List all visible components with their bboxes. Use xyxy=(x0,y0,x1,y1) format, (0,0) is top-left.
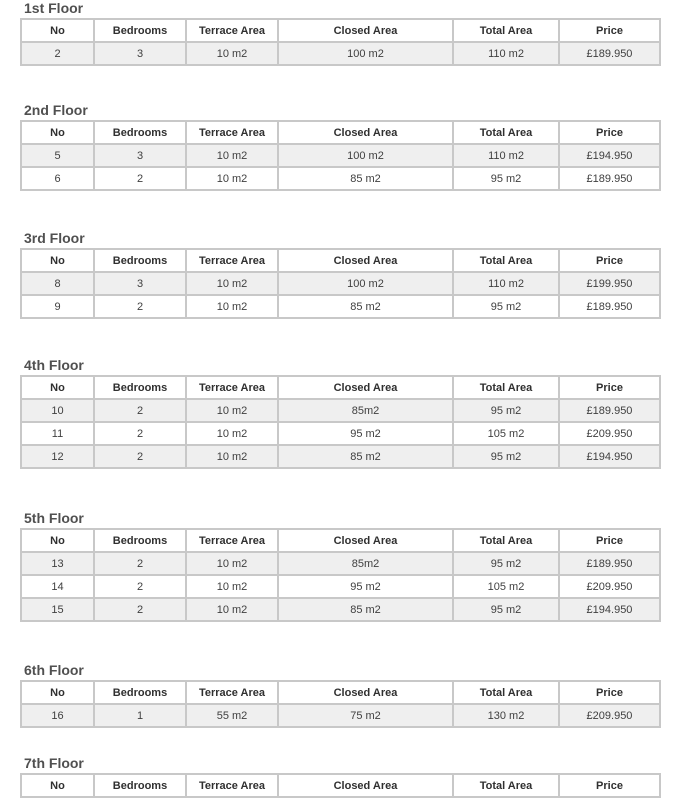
column-header-closed-area: Closed Area xyxy=(278,774,453,797)
cell-closed-area: 95 m2 xyxy=(278,422,453,445)
column-header-price: Price xyxy=(559,529,660,552)
column-header-total-area: Total Area xyxy=(453,681,559,704)
cell-bedrooms: 2 xyxy=(94,445,186,468)
cell-closed-area: 85m2 xyxy=(278,399,453,422)
cell-closed-area: 85 m2 xyxy=(278,598,453,621)
floor-title: 3rd Floor xyxy=(24,230,85,246)
column-header-no: No xyxy=(21,774,94,797)
cell-no: 14 xyxy=(21,575,94,598)
column-header-no: No xyxy=(21,529,94,552)
table-row xyxy=(21,552,660,575)
column-header-closed-area: Closed Area xyxy=(278,376,453,399)
cell-price: £189.950 xyxy=(559,167,660,190)
floor-table xyxy=(20,773,661,798)
column-header-terrace-area: Terrace Area xyxy=(186,681,278,704)
cell-bedrooms: 3 xyxy=(94,272,186,295)
cell-price: £189.950 xyxy=(559,399,660,422)
cell-terrace-area: 10 m2 xyxy=(186,598,278,621)
cell-price: £194.950 xyxy=(559,144,660,167)
cell-total-area: 95 m2 xyxy=(453,598,559,621)
column-header-price: Price xyxy=(559,121,660,144)
cell-closed-area: 85 m2 xyxy=(278,445,453,468)
floor-title: 7th Floor xyxy=(24,755,84,771)
header-row xyxy=(21,19,660,42)
column-header-terrace-area: Terrace Area xyxy=(186,376,278,399)
cell-price: £189.950 xyxy=(559,295,660,318)
column-header-no: No xyxy=(21,376,94,399)
table-row xyxy=(21,598,660,621)
floor-title: 4th Floor xyxy=(24,357,84,373)
cell-total-area: 110 m2 xyxy=(453,42,559,65)
cell-no: 9 xyxy=(21,295,94,318)
table-row xyxy=(21,399,660,422)
column-header-no: No xyxy=(21,249,94,272)
cell-terrace-area: 10 m2 xyxy=(186,42,278,65)
cell-terrace-area: 10 m2 xyxy=(186,295,278,318)
floor-table xyxy=(20,18,661,66)
cell-total-area: 95 m2 xyxy=(453,445,559,468)
table-row xyxy=(21,167,660,190)
floor-title: 5th Floor xyxy=(24,510,84,526)
cell-total-area: 130 m2 xyxy=(453,704,559,727)
cell-total-area: 105 m2 xyxy=(453,422,559,445)
column-header-no: No xyxy=(21,121,94,144)
column-header-closed-area: Closed Area xyxy=(278,529,453,552)
cell-closed-area: 100 m2 xyxy=(278,144,453,167)
table-row xyxy=(21,575,660,598)
cell-terrace-area: 55 m2 xyxy=(186,704,278,727)
column-header-terrace-area: Terrace Area xyxy=(186,121,278,144)
column-header-closed-area: Closed Area xyxy=(278,249,453,272)
cell-total-area: 110 m2 xyxy=(453,144,559,167)
table-row xyxy=(21,445,660,468)
column-header-closed-area: Closed Area xyxy=(278,681,453,704)
column-header-terrace-area: Terrace Area xyxy=(186,774,278,797)
column-header-price: Price xyxy=(559,19,660,42)
column-header-total-area: Total Area xyxy=(453,249,559,272)
cell-total-area: 110 m2 xyxy=(453,272,559,295)
cell-bedrooms: 2 xyxy=(94,295,186,318)
cell-price: £194.950 xyxy=(559,598,660,621)
cell-terrace-area: 10 m2 xyxy=(186,272,278,295)
column-header-terrace-area: Terrace Area xyxy=(186,249,278,272)
cell-closed-area: 100 m2 xyxy=(278,42,453,65)
cell-total-area: 95 m2 xyxy=(453,552,559,575)
header-row xyxy=(21,774,660,797)
cell-no: 10 xyxy=(21,399,94,422)
cell-bedrooms: 3 xyxy=(94,42,186,65)
header-row xyxy=(21,121,660,144)
cell-bedrooms: 2 xyxy=(94,575,186,598)
table-row xyxy=(21,704,660,727)
table-row xyxy=(21,295,660,318)
column-header-total-area: Total Area xyxy=(453,121,559,144)
column-header-total-area: Total Area xyxy=(453,529,559,552)
header-row xyxy=(21,376,660,399)
cell-terrace-area: 10 m2 xyxy=(186,144,278,167)
column-header-bedrooms: Bedrooms xyxy=(94,774,186,797)
floor-table xyxy=(20,248,661,319)
column-header-bedrooms: Bedrooms xyxy=(94,681,186,704)
cell-price: £189.950 xyxy=(559,552,660,575)
cell-price: £189.950 xyxy=(559,42,660,65)
floor-table xyxy=(20,120,661,191)
cell-terrace-area: 10 m2 xyxy=(186,445,278,468)
cell-no: 2 xyxy=(21,42,94,65)
floor-table xyxy=(20,375,661,469)
cell-price: £209.950 xyxy=(559,575,660,598)
cell-terrace-area: 10 m2 xyxy=(186,552,278,575)
cell-terrace-area: 10 m2 xyxy=(186,167,278,190)
column-header-price: Price xyxy=(559,681,660,704)
cell-closed-area: 85 m2 xyxy=(278,167,453,190)
column-header-total-area: Total Area xyxy=(453,19,559,42)
cell-no: 12 xyxy=(21,445,94,468)
cell-closed-area: 85m2 xyxy=(278,552,453,575)
column-header-closed-area: Closed Area xyxy=(278,121,453,144)
cell-bedrooms: 2 xyxy=(94,399,186,422)
cell-price: £209.950 xyxy=(559,704,660,727)
cell-no: 8 xyxy=(21,272,94,295)
cell-closed-area: 75 m2 xyxy=(278,704,453,727)
cell-no: 11 xyxy=(21,422,94,445)
cell-no: 6 xyxy=(21,167,94,190)
column-header-total-area: Total Area xyxy=(453,774,559,797)
floor-title: 1st Floor xyxy=(24,0,84,16)
cell-bedrooms: 2 xyxy=(94,422,186,445)
header-row xyxy=(21,249,660,272)
cell-no: 16 xyxy=(21,704,94,727)
cell-closed-area: 85 m2 xyxy=(278,295,453,318)
cell-bedrooms: 2 xyxy=(94,552,186,575)
column-header-price: Price xyxy=(559,376,660,399)
column-header-total-area: Total Area xyxy=(453,376,559,399)
cell-terrace-area: 10 m2 xyxy=(186,399,278,422)
column-header-closed-area: Closed Area xyxy=(278,19,453,42)
floor-table xyxy=(20,528,661,622)
cell-closed-area: 100 m2 xyxy=(278,272,453,295)
cell-price: £194.950 xyxy=(559,445,660,468)
cell-price: £209.950 xyxy=(559,422,660,445)
cell-price: £199.950 xyxy=(559,272,660,295)
column-header-bedrooms: Bedrooms xyxy=(94,121,186,144)
column-header-bedrooms: Bedrooms xyxy=(94,249,186,272)
header-row xyxy=(21,529,660,552)
cell-closed-area: 95 m2 xyxy=(278,575,453,598)
table-row xyxy=(21,422,660,445)
cell-terrace-area: 10 m2 xyxy=(186,422,278,445)
floor-title: 6th Floor xyxy=(24,662,84,678)
column-header-bedrooms: Bedrooms xyxy=(94,529,186,552)
cell-total-area: 95 m2 xyxy=(453,295,559,318)
column-header-terrace-area: Terrace Area xyxy=(186,529,278,552)
cell-total-area: 95 m2 xyxy=(453,167,559,190)
cell-no: 13 xyxy=(21,552,94,575)
floor-table xyxy=(20,680,661,728)
table-row xyxy=(21,42,660,65)
cell-no: 5 xyxy=(21,144,94,167)
column-header-price: Price xyxy=(559,249,660,272)
table-row xyxy=(21,272,660,295)
column-header-no: No xyxy=(21,681,94,704)
cell-bedrooms: 2 xyxy=(94,598,186,621)
cell-bedrooms: 1 xyxy=(94,704,186,727)
cell-terrace-area: 10 m2 xyxy=(186,575,278,598)
column-header-price: Price xyxy=(559,774,660,797)
column-header-terrace-area: Terrace Area xyxy=(186,19,278,42)
column-header-no: No xyxy=(21,19,94,42)
header-row xyxy=(21,681,660,704)
cell-no: 15 xyxy=(21,598,94,621)
floor-title: 2nd Floor xyxy=(24,102,88,118)
cell-bedrooms: 3 xyxy=(94,144,186,167)
cell-total-area: 95 m2 xyxy=(453,399,559,422)
cell-total-area: 105 m2 xyxy=(453,575,559,598)
column-header-bedrooms: Bedrooms xyxy=(94,376,186,399)
cell-bedrooms: 2 xyxy=(94,167,186,190)
column-header-bedrooms: Bedrooms xyxy=(94,19,186,42)
table-row xyxy=(21,144,660,167)
